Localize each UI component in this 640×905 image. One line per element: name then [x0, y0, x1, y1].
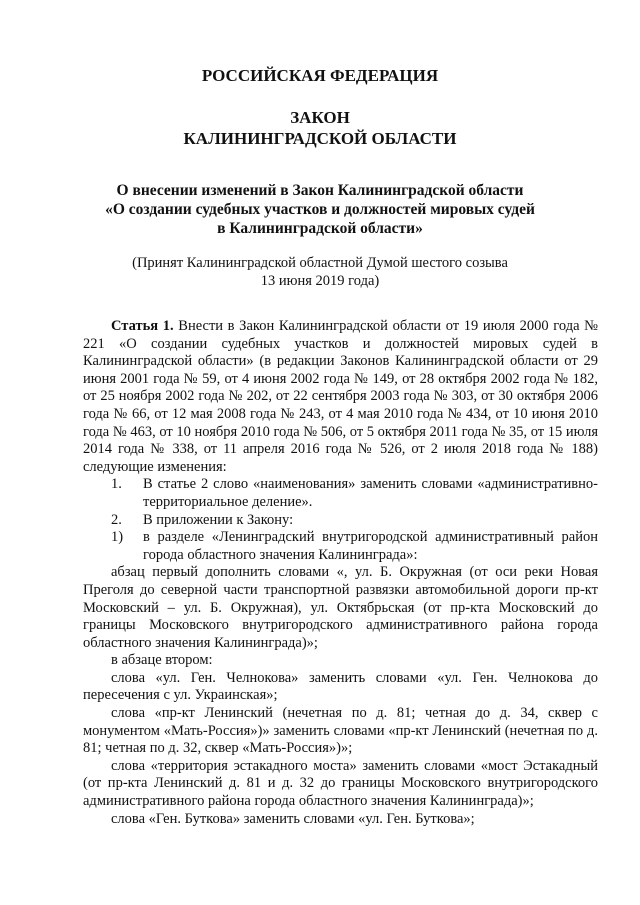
paragraph: слова «территория эстакадного моста» заменить словами «мост Эстакадный (от пр-кта Ленинский д. 81 и д. 32 до границы Московского внутригородского административного района города областного значения Калининграда)»;	[83, 757, 598, 810]
title-line-2: «О создании судебных участков и должностей мировых судей	[105, 201, 535, 218]
list-item	[83, 476, 598, 511]
paragraph: слова «пр-кт Ленинский (нечетная по д. 81; четная до д. 34, сквер с монументом «Мать-Россия»)» заменить словами «пр-кт Ленинский (нечетная по д. 81; четная по д. 32, сквер «Мать-Россия»)»;	[83, 705, 598, 757]
item-text: В статье 2 слово «наименования» заменить словами «административно-территориальное деление».	[143, 476, 598, 510]
article-intro	[83, 318, 598, 476]
item-number: 1)	[111, 529, 124, 546]
item-number: 1.	[111, 476, 122, 493]
list-item	[83, 512, 598, 530]
article-body	[83, 318, 598, 828]
region-name: КАЛИНИНГРАДСКОЙ ОБЛАСТИ	[183, 129, 457, 148]
adoption-line-2: 13 июня 2019 года)	[260, 273, 380, 289]
article-label: Статья 1.	[111, 318, 174, 334]
doc-type: ЗАКОН	[290, 108, 350, 127]
item-text: В приложении к Закону:	[143, 511, 294, 528]
country-heading: РОССИЙСКАЯ ФЕДЕРАЦИЯ	[201, 66, 439, 85]
law-title	[0, 181, 640, 238]
title-line-1: О внесении изменений в Закон Калининградской области	[116, 182, 524, 199]
paragraph: слова «Ген. Буткова» заменить словами «ул. Ген. Буткова»;	[111, 810, 475, 827]
paragraph: слова «ул. Ген. Челнокова» заменить словами «ул. Ген. Челнокова до пересечения с ул. Украинская»;	[83, 669, 598, 704]
item-text: в разделе «Ленинградский внутригородской административный район города областного значения Калининграда»:	[143, 529, 598, 563]
list-item	[83, 529, 598, 564]
adoption-note	[0, 254, 640, 290]
paragraph: абзац первый дополнить словами «, ул. Б. Окружная (от оси реки Новая Преголя до северной части транспортной развязки автомобильной дороги пр-кт Московский – ул. Б. Окружная), ул. Октябрьская (от пр-кта Московский до границы Московского внутригородского административного района города областного значения Калининграда)»;	[83, 564, 598, 651]
article-intro-text: Внести в Закон Калининградской области от 19 июля 2000 года № 221 «О создании судебных участков и должностей мировых судей в Калининградской области» (в редакции Законов Калининградской области от 29 июня 2001 года № 59, от 4 июня 2002 года № 149, от 28 октября 2002 года № 182, от 25 ноября 2002 года № 202, от 22 сентября 2003 года № 303, от 30 октября 2006 года № 66, от 12 мая 2008 года № 243, от 4 мая 2010 года № 434, от 10 июня 2010 года № 463, от 10 ноября 2010 года № 506, от 5 октября 2011 года № 35, от 15 июля 2014 года № 338, от 11 апреля 2016 года № 526, от 2 июля 2018 года № 188) следующие изменения:	[83, 318, 599, 475]
law-heading	[0, 107, 640, 149]
paragraph: в абзаце втором:	[111, 652, 213, 669]
adoption-line-1: (Принят Калининградской областной Думой шестого созыва	[132, 255, 508, 271]
item-number: 2.	[111, 511, 122, 528]
title-line-3: в Калининградской области»	[217, 220, 423, 237]
